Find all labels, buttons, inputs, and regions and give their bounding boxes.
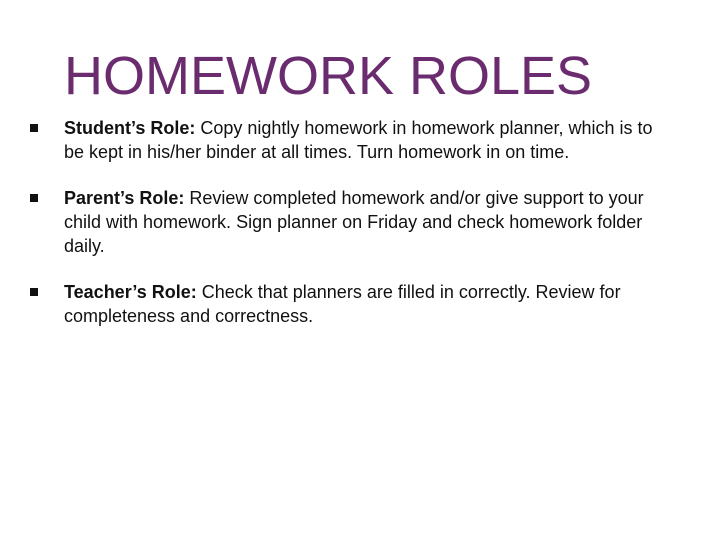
- student-role-label: Student’s Role:: [64, 118, 196, 138]
- square-bullet-icon: [30, 124, 38, 132]
- square-bullet-icon: [30, 288, 38, 296]
- bullet-teacher-role: [30, 280, 670, 328]
- bullet-list: [30, 116, 670, 350]
- student-role-text: Copy nightly homework in homework planner, which is to be kept in his/her binder at all times. Turn homework in on time.: [64, 118, 653, 162]
- parent-role-text: Review completed homework and/or give support to your child with homework. Sign planner on Friday and check homework folder daily.: [64, 188, 644, 256]
- teacher-role-label: Teacher’s Role:: [64, 282, 197, 302]
- teacher-role-text: Check that planners are filled in correctly. Review for completeness and correctness.: [64, 282, 621, 326]
- parent-role-label: Parent’s Role:: [64, 188, 185, 208]
- slide-title: HOMEWORK ROLES: [64, 46, 593, 106]
- square-bullet-icon: [30, 194, 38, 202]
- bullet-student-role: [30, 116, 670, 164]
- bullet-parent-role: [30, 186, 670, 258]
